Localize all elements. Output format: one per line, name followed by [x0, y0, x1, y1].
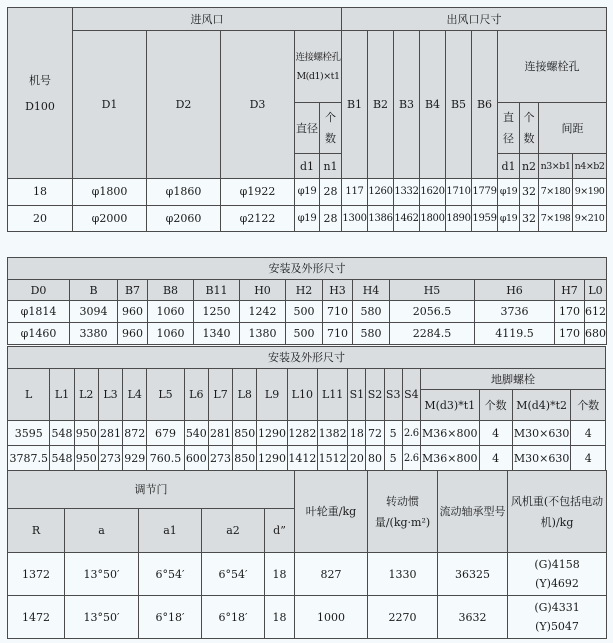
- install-dimensions-title: 安装及外形尺寸: [8, 258, 607, 280]
- col-B3: B3: [394, 31, 420, 179]
- cell: 3380: [70, 323, 118, 345]
- cell: φ19: [295, 179, 320, 205]
- col-B5: B5: [446, 31, 472, 179]
- cell: 20: [8, 205, 73, 231]
- table-row: [8, 553, 607, 596]
- cell: 13°50′: [65, 596, 139, 639]
- col-B6: B6: [472, 31, 498, 179]
- col-H7: H7: [555, 280, 585, 301]
- cell: 3094: [70, 301, 118, 323]
- cell: 1282: [287, 421, 317, 446]
- cell: 500: [286, 301, 323, 323]
- cell: 3595: [8, 421, 50, 446]
- cell: 4: [479, 446, 512, 471]
- cell: 9×190: [573, 179, 607, 205]
- col-D3: D3: [221, 31, 295, 179]
- outlet-count-header: 个数: [520, 103, 539, 154]
- cell: φ1814: [8, 301, 70, 323]
- cell: 28: [320, 205, 342, 231]
- cell: 2284.5: [390, 323, 475, 345]
- cell: 500: [286, 323, 323, 345]
- outlet-header: 出风口尺寸: [342, 8, 607, 31]
- cell: 273: [208, 446, 232, 471]
- inlet-header: 进风口: [73, 8, 342, 31]
- cell: 612: [585, 301, 607, 323]
- cell: 281: [208, 421, 232, 446]
- cell: 710: [323, 323, 353, 345]
- cell: 1300: [342, 205, 368, 231]
- cell: 3787.5: [8, 446, 50, 471]
- weight-y: (Y)4692: [535, 577, 579, 590]
- cell: φ1800: [73, 179, 147, 205]
- cell: 540: [184, 421, 208, 446]
- outlet-spacing-header: 间距: [539, 103, 607, 154]
- cell: 1290: [257, 421, 287, 446]
- col-L: L: [8, 369, 50, 421]
- cell: φ19: [295, 205, 320, 231]
- cell: 1620: [420, 179, 446, 205]
- col-L11: L11: [317, 369, 347, 421]
- cell: 18: [348, 421, 366, 446]
- col-L9: L9: [257, 369, 287, 421]
- cell: 6°18′: [139, 596, 202, 639]
- inlet-diameter-header: 直径: [295, 103, 320, 154]
- cell: 1000: [295, 596, 368, 639]
- fan-weight-cell: [508, 553, 607, 596]
- col-L8: L8: [233, 369, 257, 421]
- cell: 4: [479, 421, 512, 446]
- cell: 3736: [475, 301, 555, 323]
- cell: φ2122: [221, 205, 295, 231]
- col-R: R: [8, 509, 65, 553]
- table-install-dimensions-1: [7, 257, 607, 345]
- col-H6: H6: [475, 280, 555, 301]
- cell: 960: [118, 323, 148, 345]
- cell: 760.5: [147, 446, 184, 471]
- cell: 679: [147, 421, 184, 446]
- cell: φ1460: [8, 323, 70, 345]
- col-D2: D2: [147, 31, 221, 179]
- col-H3: H3: [323, 280, 353, 301]
- col-d: d”: [265, 509, 295, 553]
- cell: 1890: [446, 205, 472, 231]
- table-install-dimensions-2: [7, 346, 606, 471]
- cell: 1779: [472, 179, 498, 205]
- cell: 548: [50, 446, 74, 471]
- cell: 1330: [368, 553, 438, 596]
- cell: 6°18′: [202, 596, 265, 639]
- cell: 1380: [240, 323, 286, 345]
- inlet-count-header: 个数: [320, 103, 342, 154]
- cell: 2.6: [402, 446, 420, 471]
- col-L0: L0: [585, 280, 607, 301]
- col-D0: D0: [8, 280, 70, 301]
- cell: 4: [571, 421, 606, 446]
- col-H0: H0: [240, 280, 286, 301]
- col-H2: H2: [286, 280, 323, 301]
- col-S2: S2: [366, 369, 384, 421]
- sub-d1: d1: [295, 153, 320, 178]
- col-B11: B11: [194, 280, 240, 301]
- cell: M30×630: [512, 446, 571, 471]
- table-damper-weights: [7, 470, 607, 639]
- cell: 1412: [287, 446, 317, 471]
- table-row: [8, 446, 606, 471]
- cell: 28: [320, 179, 342, 205]
- cell: 850: [233, 421, 257, 446]
- cell: 32: [520, 205, 539, 231]
- col-L6: L6: [184, 369, 208, 421]
- table-row: [8, 596, 607, 639]
- cell: 1472: [8, 596, 65, 639]
- cell: φ1922: [221, 179, 295, 205]
- cell: 7×180: [539, 179, 573, 205]
- col-L2: L2: [74, 369, 98, 421]
- col-L1: L1: [50, 369, 74, 421]
- cell: M36×800: [420, 446, 479, 471]
- machine-number-header: 机号 D100: [8, 8, 73, 179]
- install-dimensions-title-2: 安装及外形尺寸: [8, 347, 606, 369]
- cell: 580: [353, 323, 390, 345]
- outlet-diameter-header: 直径: [498, 103, 520, 154]
- cell: φ19: [498, 205, 520, 231]
- col-H5: H5: [390, 280, 475, 301]
- cell: 1290: [257, 446, 287, 471]
- col-a2: a2: [202, 509, 265, 553]
- cell: M36×800: [420, 421, 479, 446]
- col-B: B: [70, 280, 118, 301]
- foot-bolt-header: 地脚螺栓: [420, 369, 605, 390]
- table-inlet-outlet: [7, 7, 607, 232]
- cell: 1959: [472, 205, 498, 231]
- sub-n4b2: n4×b2: [573, 153, 607, 178]
- cell: 20: [348, 446, 366, 471]
- col-L10: L10: [287, 369, 317, 421]
- col-S3: S3: [384, 369, 402, 421]
- cell: 5: [384, 421, 402, 446]
- cell: 2056.5: [390, 301, 475, 323]
- cell: 7×198: [539, 205, 573, 231]
- col-S1: S1: [348, 369, 366, 421]
- cell: 4: [571, 446, 606, 471]
- cell: 4119.5: [475, 323, 555, 345]
- cell: 6°54′: [202, 553, 265, 596]
- cell: 2270: [368, 596, 438, 639]
- cell: 170: [555, 323, 585, 345]
- weight-g: (G)4331: [534, 601, 580, 614]
- sub-d1b: d1: [498, 153, 520, 178]
- cell: 9×210: [573, 205, 607, 231]
- cell: 18: [265, 596, 295, 639]
- table-row: [8, 301, 607, 323]
- inertia-header: 转动惯量/(kg·m²): [368, 471, 438, 553]
- sub-n2: n2: [520, 153, 539, 178]
- cell: 3632: [438, 596, 508, 639]
- col-B8: B8: [148, 280, 194, 301]
- cell: 827: [295, 553, 368, 596]
- cell: 1250: [194, 301, 240, 323]
- cell: 117: [342, 179, 368, 205]
- col-L3: L3: [98, 369, 122, 421]
- cell: 2.6: [402, 421, 420, 446]
- col-md3t1: M(d3)*t1: [420, 390, 479, 421]
- weight-y: (Y)5047: [535, 620, 579, 633]
- damper-header: 调节门: [8, 471, 295, 509]
- cell: 600: [184, 446, 208, 471]
- impeller-weight-header: 叶轮重/kg: [295, 471, 368, 553]
- cell: 850: [233, 446, 257, 471]
- cell: 32: [520, 179, 539, 205]
- weight-g: (G)4158: [534, 558, 580, 571]
- cell: 1710: [446, 179, 472, 205]
- cell: 5: [384, 446, 402, 471]
- cell: φ1860: [147, 179, 221, 205]
- cell: 1382: [317, 421, 347, 446]
- cell: 6°54′: [139, 553, 202, 596]
- cell: 80: [366, 446, 384, 471]
- col-a1: a1: [139, 509, 202, 553]
- sub-n1: n1: [320, 153, 342, 178]
- cell: 548: [50, 421, 74, 446]
- cell: M30×630: [512, 421, 571, 446]
- table-row: [8, 205, 607, 231]
- col-count-1: 个数: [479, 390, 512, 421]
- col-md4t2: M(d4)*t2: [512, 390, 571, 421]
- inlet-bolt-hole-header: 连接螺栓孔M(d1)×t1: [295, 31, 342, 103]
- cell: 1260: [368, 179, 394, 205]
- fan-weight-cell: [508, 596, 607, 639]
- cell: 1060: [148, 301, 194, 323]
- cell: 580: [353, 301, 390, 323]
- cell: 1060: [148, 323, 194, 345]
- col-B4: B4: [420, 31, 446, 179]
- col-L7: L7: [208, 369, 232, 421]
- col-D1: D1: [73, 31, 147, 179]
- cell: 872: [123, 421, 147, 446]
- outlet-bolt-hole-header: 连接螺栓孔: [498, 31, 607, 103]
- table-row: [8, 179, 607, 205]
- cell: 1332: [394, 179, 420, 205]
- cell: 950: [74, 446, 98, 471]
- cell: 680: [585, 323, 607, 345]
- cell: 1372: [8, 553, 65, 596]
- col-H4: H4: [353, 280, 390, 301]
- cell: 273: [98, 446, 122, 471]
- cell: φ19: [498, 179, 520, 205]
- cell: 72: [366, 421, 384, 446]
- bearing-header: 流动轴承型号: [438, 471, 508, 553]
- cell: 18: [265, 553, 295, 596]
- col-L5: L5: [147, 369, 184, 421]
- cell: 1340: [194, 323, 240, 345]
- table-row: [8, 421, 606, 446]
- col-B1: B1: [342, 31, 368, 179]
- cell: 950: [74, 421, 98, 446]
- cell: 13°50′: [65, 553, 139, 596]
- cell: 1800: [420, 205, 446, 231]
- sub-n3b1: n3×b1: [539, 153, 573, 178]
- col-a: a: [65, 509, 139, 553]
- col-L4: L4: [123, 369, 147, 421]
- col-count-2: 个数: [571, 390, 606, 421]
- table-row: [8, 323, 607, 345]
- col-B2: B2: [368, 31, 394, 179]
- cell: 281: [98, 421, 122, 446]
- cell: 929: [123, 446, 147, 471]
- cell: 18: [8, 179, 73, 205]
- cell: 1462: [394, 205, 420, 231]
- cell: 710: [323, 301, 353, 323]
- col-S4: S4: [402, 369, 420, 421]
- cell: 36325: [438, 553, 508, 596]
- cell: φ2060: [147, 205, 221, 231]
- fan-weight-header: 风机重(不包括电动机)/kg: [508, 471, 607, 553]
- cell: 1512: [317, 446, 347, 471]
- cell: 960: [118, 301, 148, 323]
- cell: 1242: [240, 301, 286, 323]
- cell: φ2000: [73, 205, 147, 231]
- cell: 170: [555, 301, 585, 323]
- col-B7: B7: [118, 280, 148, 301]
- cell: 1386: [368, 205, 394, 231]
